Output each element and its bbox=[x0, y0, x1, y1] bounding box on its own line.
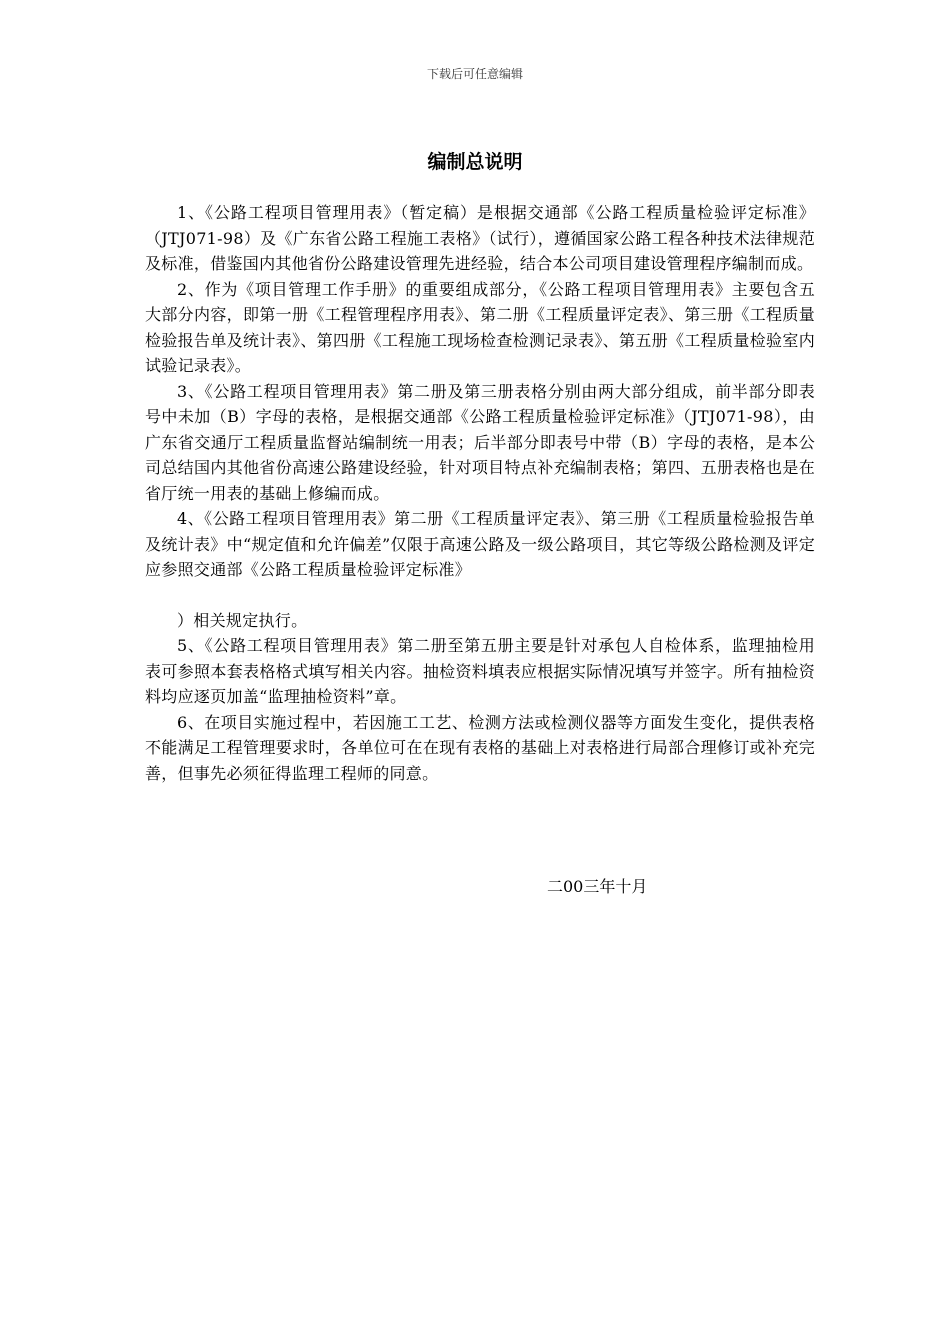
document-date: 二00三年十月 bbox=[547, 877, 648, 896]
paragraph-1: 1、《公路工程项目管理用表》（暂定稿）是根据交通部《公路工程质量检验评定标准》（JTJ071-98）及《广东省公路工程施工表格》（试行），遵循国家公路工程各种技术法律规范及标准，借鉴国内其他省份公路建设管理先进经验，结合本公司项目建设管理程序编制而成。 bbox=[145, 203, 815, 273]
paragraph-4-continuation: ）相关规定执行。 bbox=[177, 610, 308, 630]
paragraph-5: 5、《公路工程项目管理用表》第二册至第五册主要是针对承包人自检体系，监理抽检用表可参照本套表格格式填写相关内容。抽检资料填表应根据实际情况填写并签字。所有抽检资料均应逐页加盖“监理抽检资料”章。 bbox=[145, 636, 815, 706]
paragraph-6: 6、在项目实施过程中，若因施工工艺、检测方法或检测仪器等方面发生变化，提供表格不能满足工程管理要求时，各单位可在在现有表格的基础上对表格进行局部合理修订或补充完善，但事先必须征得监理工程师的同意。 bbox=[145, 712, 815, 783]
paragraph-2: 2、作为《项目管理工作手册》的重要组成部分，《公路工程项目管理用表》主要包含五大部分内容，即第一册《工程管理程序用表》、第二册《工程质量评定表》、第三册《工程质量检验报告单及统计表》、第四册《工程施工现场检查检测记录表》、第五册《工程质量检验室内试验记录表》。 bbox=[145, 279, 815, 375]
header-note: 下载后可任意编辑 bbox=[426, 67, 523, 81]
page-title: 编制总说明 bbox=[427, 151, 523, 173]
paragraph-3: 3、《公路工程项目管理用表》第二册及第三册表格分别由两大部分组成，前半部分即表号中未加（B）字母的表格，是根据交通部《公路工程质量检验评定标准》（JTJ071-98），由广东省交通厅工程质量监督站编制统一用表；后半部分即表号中带（B）字母的表格，是本公司总结国内其他省份高速公路建设经验，针对项目特点补充编制表格；第四、五册表格也是在省厅统一用表的基础上修编而成。 bbox=[145, 381, 815, 503]
paragraph-4: 4、《公路工程项目管理用表》第二册《工程质量评定表》、第三册《工程质量检验报告单及统计表》中“规定值和允许偏差”仅限于高速公路及一级公路项目，其它等级公路检测及评定应参照交通部《公路工程质量检验评定标准》 bbox=[145, 509, 815, 579]
document-body bbox=[145, 200, 815, 786]
